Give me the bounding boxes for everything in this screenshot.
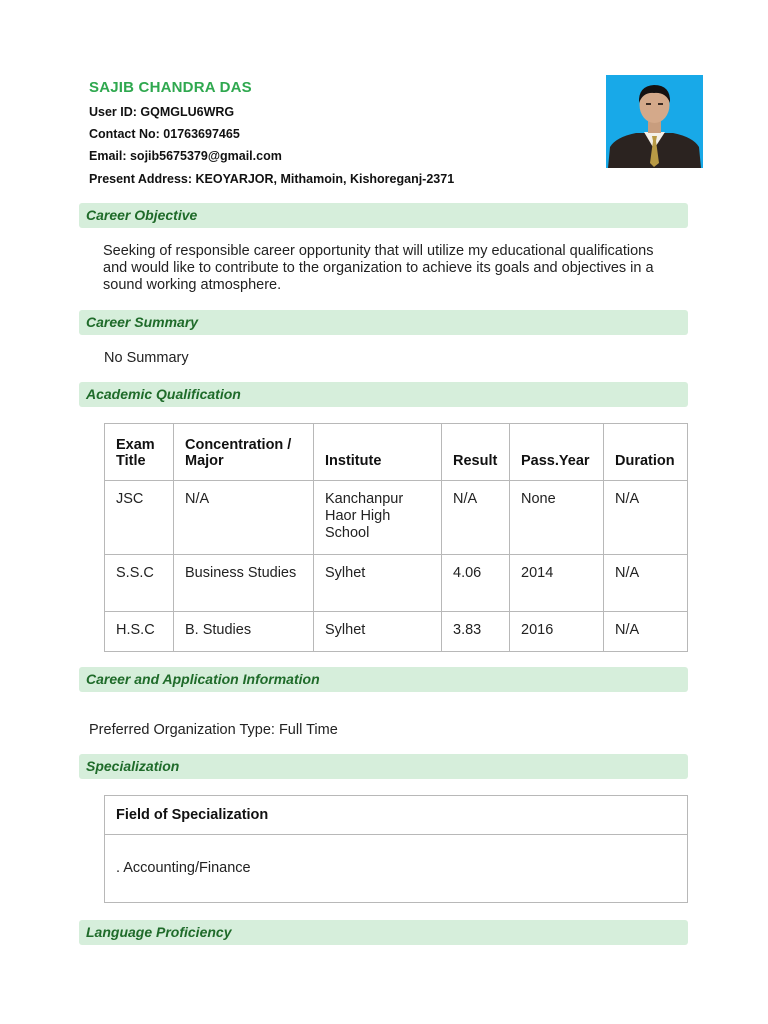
header-institute: Institute <box>314 424 442 481</box>
candidate-name: SAJIB CHANDRA DAS <box>89 79 252 96</box>
cell-institute: Kanchanpur Haor High School <box>314 481 442 555</box>
career-summary-text: No Summary <box>104 350 189 366</box>
section-title: Career Summary <box>86 314 199 330</box>
cell-year: None <box>510 481 604 555</box>
present-address: Present Address: KEOYARJOR, Mithamoin, Kishoreganj-2371 <box>89 172 455 186</box>
section-language-proficiency <box>79 920 688 945</box>
cell-exam: S.S.C <box>105 555 174 612</box>
table-row <box>105 835 688 903</box>
table-row <box>105 612 688 652</box>
section-title: Language Proficiency <box>86 924 232 940</box>
table-row <box>105 481 688 555</box>
cell-institute: Sylhet <box>314 612 442 652</box>
cell-major: N/A <box>174 481 314 555</box>
section-title: Career Objective <box>86 207 198 223</box>
cell-result: N/A <box>442 481 510 555</box>
section-career-objective <box>79 203 688 228</box>
table-header-row <box>105 424 688 481</box>
person-photo-icon <box>606 75 703 168</box>
section-title: Career and Application Information <box>86 671 320 687</box>
cell-institute: Sylhet <box>314 555 442 612</box>
header-duration: Duration <box>604 424 688 481</box>
section-title: Academic Qualification <box>86 386 241 402</box>
email: Email: sojib5675379@gmail.com <box>89 149 282 163</box>
profile-photo <box>606 75 703 168</box>
specialization-table <box>104 795 688 903</box>
header-pass-year: Pass.Year <box>510 424 604 481</box>
career-objective-text: Seeking of responsible career opportunity that will utilize my educational qualifications and would like to contribute to the organization to achieve its goals and objectives in a sound working atmosphere. <box>103 243 654 293</box>
cell-result: 3.83 <box>442 612 510 652</box>
cell-year: 2016 <box>510 612 604 652</box>
user-id: User ID: GQMGLU6WRG <box>89 105 235 119</box>
header-result: Result <box>442 424 510 481</box>
header-exam-title: Exam Title <box>105 424 174 481</box>
cell-duration: N/A <box>604 555 688 612</box>
cell-duration: N/A <box>604 612 688 652</box>
section-academic-qualification <box>79 382 688 407</box>
section-title: Specialization <box>86 758 180 774</box>
cell-exam: H.S.C <box>105 612 174 652</box>
header-field-of-specialization: Field of Specialization <box>105 796 688 835</box>
preferred-organization-type: Preferred Organization Type: Full Time <box>89 722 338 738</box>
academic-table <box>104 423 688 652</box>
cell-year: 2014 <box>510 555 604 612</box>
table-header-row <box>105 796 688 835</box>
header-concentration: Concentration / Major <box>174 424 314 481</box>
cell-specialization: . Accounting/Finance <box>105 835 688 903</box>
section-career-application <box>79 667 688 692</box>
cell-duration: N/A <box>604 481 688 555</box>
section-career-summary <box>79 310 688 335</box>
cell-major: Business Studies <box>174 555 314 612</box>
section-specialization <box>79 754 688 779</box>
table-row <box>105 555 688 612</box>
cell-exam: JSC <box>105 481 174 555</box>
contact-number: Contact No: 01763697465 <box>89 127 240 141</box>
cell-major: B. Studies <box>174 612 314 652</box>
cell-result: 4.06 <box>442 555 510 612</box>
